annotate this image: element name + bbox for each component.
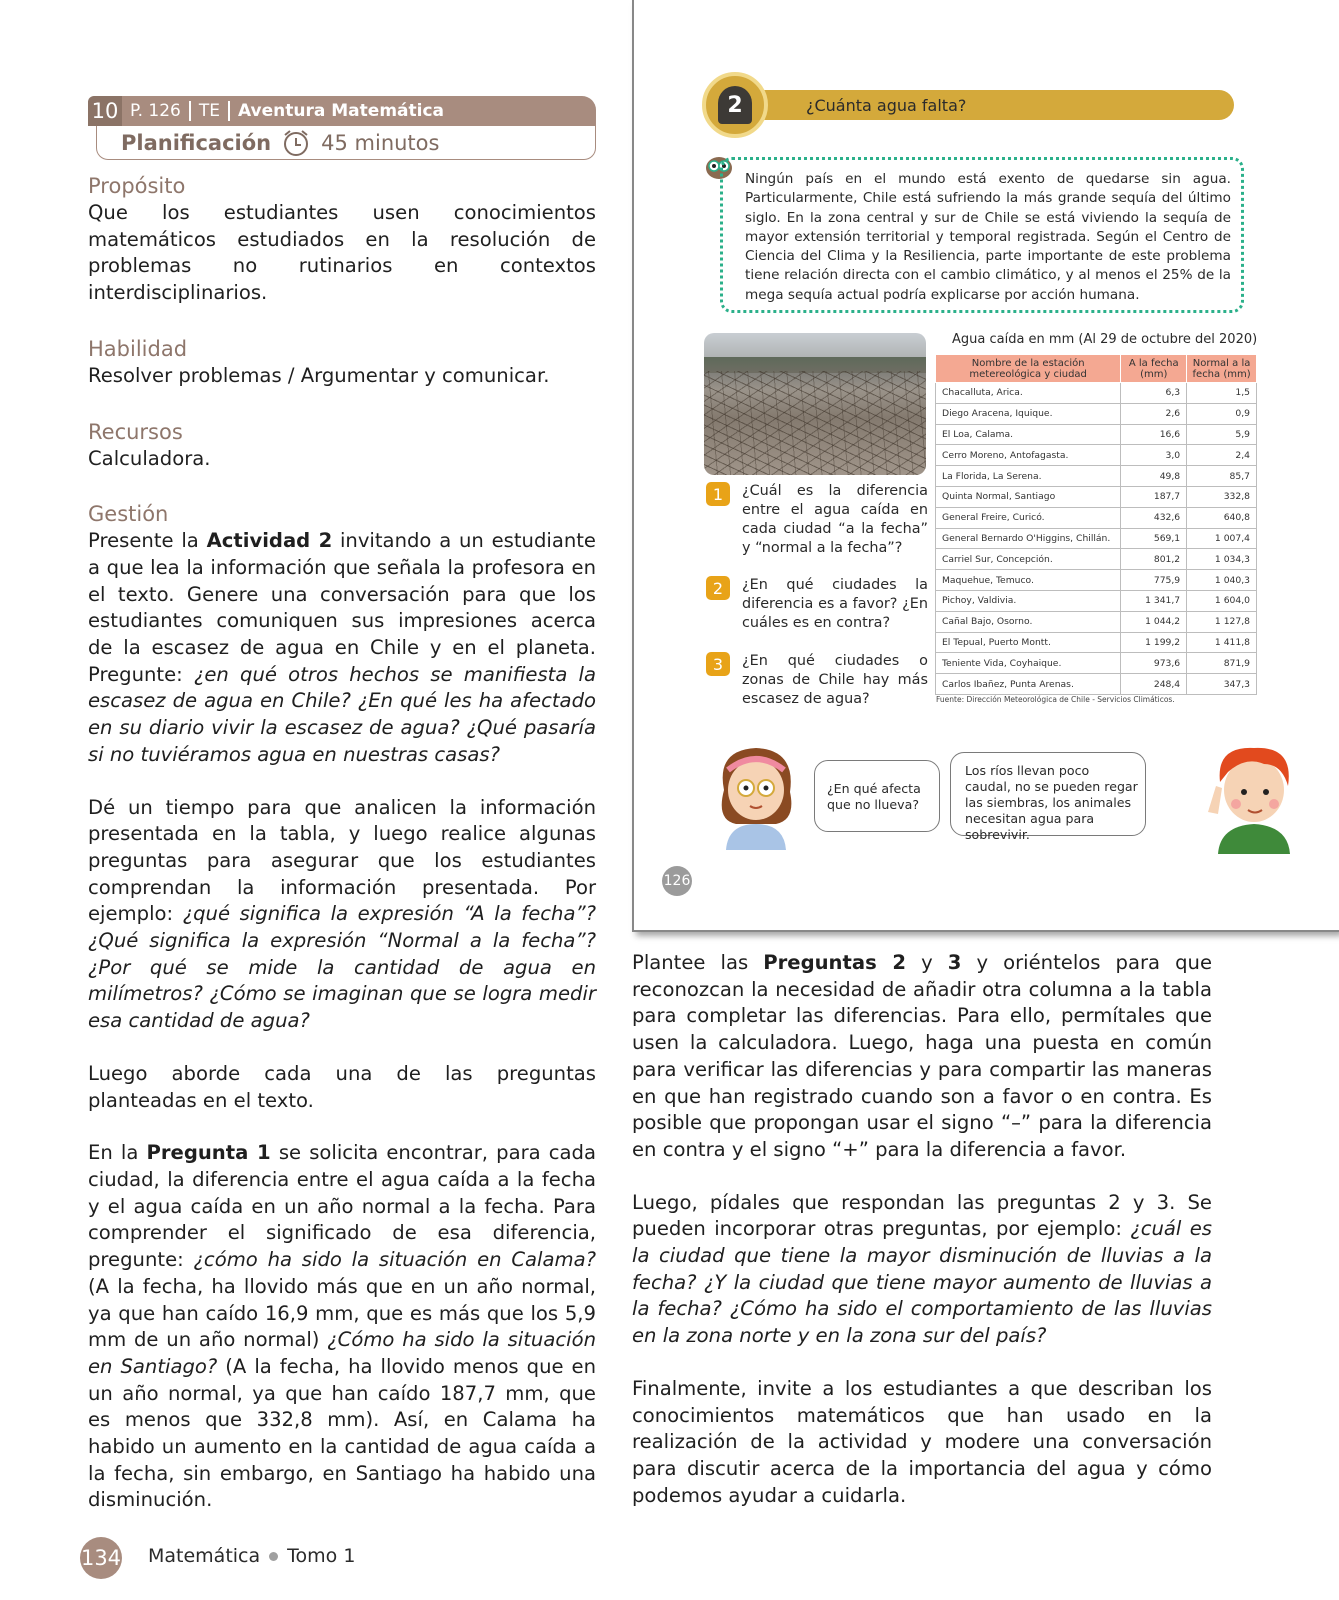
gestion-paragraph-3: Luego aborde cada una de las preguntas planteadas en el texto. <box>88 1061 596 1112</box>
column-header: Nombre de la estación metereológica y ciudad <box>936 355 1121 383</box>
station-cell: El Tepual, Puerto Montt. <box>936 632 1121 653</box>
to-date-cell: 432,6 <box>1121 507 1187 528</box>
right-paragraph-1: Plantee las Preguntas 2 y 3 y oriéntelos para que reconozcan la necesidad de añadir otra columna a la tabla para completar las diferencias. Para ello, permítales que usen la calculadora. Luego, haga una puesta en común para verificar las diferencias y para compartir las maneras en que han registrado cuando son a favor o en contra. Es posible que propongan usar el signo “–” para la diferencia en contra y el signo “+” para la diferencia a favor. <box>632 951 1212 1161</box>
station-cell: El Loa, Calama. <box>936 424 1121 445</box>
station-cell: General Bernardo O'Higgins, Chillán. <box>936 528 1121 549</box>
right-column <box>632 950 1212 1509</box>
recursos-heading: Recursos <box>88 419 183 444</box>
normal-cell: 1 127,8 <box>1187 611 1257 632</box>
girl-illustration <box>706 740 806 850</box>
to-date-cell: 1 341,7 <box>1121 590 1187 611</box>
question-3 <box>706 652 928 709</box>
normal-cell: 1 007,4 <box>1187 528 1257 549</box>
left-column <box>88 172 596 1514</box>
page-reference: P. 126 <box>122 101 191 121</box>
normal-cell: 332,8 <box>1187 486 1257 507</box>
normal-cell: 347,3 <box>1187 674 1257 695</box>
student-book-page <box>632 0 1339 932</box>
normal-cell: 1 034,3 <box>1187 549 1257 570</box>
to-date-cell: 801,2 <box>1121 549 1187 570</box>
question-text: ¿En qué ciudades la diferencia es a favor? ¿En cuáles es en contra? <box>742 577 928 631</box>
table-row <box>936 653 1257 674</box>
station-cell: Cañal Bajo, Osorno. <box>936 611 1121 632</box>
column-header: A la fecha (mm) <box>1121 355 1187 383</box>
gestion-paragraph-2: Dé un tiempo para que analicen la información presentada en la tabla, y luego realice algunas preguntas para asegurar que los estudiantes comprendan la información presentada. Por ejemplo: ¿qué significa la expresión “A la fecha”? ¿Qué significa la expresión “Normal a la fecha”? ¿Por qué se mide la cantidad de agua en milímetros? ¿Cómo se imaginan que se logra medir esa cantidad de agua? <box>88 795 597 1033</box>
lesson-number: 10 <box>88 96 122 126</box>
gestion-paragraph-4: En la Pregunta 1 se solicita encontrar, para cada ciudad, la diferencia entre el agua caída a la fecha y el agua caída en un año normal a la fecha. Para comprender el significado de esa diferencia, pregunte: ¿cómo ha sido la situación en Calama? (A la fecha, ha llovido más que en un año normal, ya que han caído 16,9 mm, que es más que los 5,9 mm de un año normal) ¿Cómo ha sido la situación en Santiago? (A la fecha, ha llovido menos que en un año normal, ya que han caído 187,7 mm, que es menos que 332,8 mm). Así, en Calama ha habido un aumento en la cantidad de agua caída a la fecha, sin embargo, en Santiago ha habido una disminución. <box>88 1141 597 1512</box>
right-paragraph-3: Finalmente, invite a los estudiantes a que describan los conocimientos matemáticos que han usado en la realización de la actividad y modere una conversación para discutir acerca de la importancia del agua y cómo podemos ayudar a cuidarla. <box>632 1376 1212 1507</box>
station-cell: Maquehue, Temuco. <box>936 570 1121 591</box>
table-row <box>936 570 1257 591</box>
table-row <box>936 486 1257 507</box>
to-date-cell: 248,4 <box>1121 674 1187 695</box>
table-row <box>936 528 1257 549</box>
gestion-paragraph-1: Presente la Actividad 2 invitando a un estudiante a que lea la información que señala la profesora en el texto. Genere una conversación para que los estudiantes comuniquen sus impresiones acerca de la escasez de agua en Chile y en el planeta. Pregunte: ¿en qué otros hechos se manifiesta la escasez de agua en Chile? ¿En qué les ha afectado en su diario vivir la escasez de agua? ¿Qué pasaría si no tuviéramos agua en nuestras casas? <box>88 529 596 766</box>
alarm-clock-icon <box>281 128 311 158</box>
normal-cell: 5,9 <box>1187 424 1257 445</box>
question-text: ¿Cuál es la diferencia entre el agua caída en cada ciudad “a la fecha” y “normal a la fecha”? <box>742 483 928 556</box>
volume-name: Tomo 1 <box>287 1545 356 1567</box>
column-header: Normal a la fecha (mm) <box>1187 355 1257 383</box>
table-row <box>936 383 1257 404</box>
activity-badge <box>702 72 768 138</box>
proposito-heading: Propósito <box>88 174 186 198</box>
gestion-heading: Gestión <box>88 502 169 527</box>
question-2 <box>706 576 928 633</box>
activity-title-bar <box>764 90 1234 120</box>
normal-cell: 85,7 <box>1187 466 1257 487</box>
table-header-row <box>936 355 1257 383</box>
table-caption: Agua caída en mm (Al 29 de octubre del 2020) <box>952 332 1258 347</box>
station-cell: Carriel Sur, Concepción. <box>936 549 1121 570</box>
to-date-cell: 49,8 <box>1121 466 1187 487</box>
page-number: 134 <box>80 1537 122 1579</box>
right-paragraph-2: Luego, pídales que respondan las preguntas 2 y 3. Se pueden incorporar otras preguntas, por ejemplo: ¿cuál es la ciudad que tiene la mayor disminución de lluvias a la fecha? ¿Y la ciudad que tiene mayor aumento de lluvias a la fecha? ¿Cómo ha sido el comportamiento de las lluvias en la zona norte y en la zona sur del país? <box>632 1190 1212 1348</box>
proposito-text: Que los estudiantes usen conocimientos matemáticos estudiados en la resolución de problemas no rutinarios en contextos interdisciplinarios. <box>88 201 596 305</box>
to-date-cell: 1 044,2 <box>1121 611 1187 632</box>
question-number: 1 <box>706 482 730 506</box>
station-cell: Chacalluta, Arica. <box>936 383 1121 404</box>
recursos-text: Calculadora. <box>88 446 211 470</box>
table-row <box>936 403 1257 424</box>
station-cell: Pichoy, Valdivia. <box>936 590 1121 611</box>
girl-speech-bubble: ¿En qué afecta que no llueva? <box>814 760 940 832</box>
planning-header <box>88 96 596 126</box>
normal-cell: 1 040,3 <box>1187 570 1257 591</box>
normal-cell: 1 411,8 <box>1187 632 1257 653</box>
question-number: 2 <box>706 576 730 600</box>
to-date-cell: 1 199,2 <box>1121 632 1187 653</box>
section-title: Aventura Matemática <box>238 101 445 121</box>
footer-label <box>148 1545 355 1567</box>
to-date-cell: 2,6 <box>1121 403 1187 424</box>
to-date-cell: 775,9 <box>1121 570 1187 591</box>
to-date-cell: 3,0 <box>1121 445 1187 466</box>
rainfall-table <box>935 354 1257 695</box>
boy-illustration <box>1202 742 1302 854</box>
station-cell: Quinta Normal, Santiago <box>936 486 1121 507</box>
te-label: TE <box>191 101 230 121</box>
habilidad-heading: Habilidad <box>88 336 188 361</box>
question-number: 3 <box>706 652 730 676</box>
normal-cell: 871,9 <box>1187 653 1257 674</box>
table-row <box>936 632 1257 653</box>
to-date-cell: 6,3 <box>1121 383 1187 404</box>
drought-photo <box>704 333 926 475</box>
bullet-dot <box>269 1552 278 1561</box>
table-row <box>936 549 1257 570</box>
activity-number: 2 <box>718 86 752 124</box>
book-page-number: 126 <box>662 866 692 896</box>
station-cell: Diego Aracena, Iquique. <box>936 403 1121 424</box>
normal-cell: 2,4 <box>1187 445 1257 466</box>
table-source: Fuente: Dirección Meteorológica de Chile - Servicios Climáticos. <box>936 695 1175 704</box>
normal-cell: 0,9 <box>1187 403 1257 424</box>
to-date-cell: 569,1 <box>1121 528 1187 549</box>
station-cell: Cerro Moreno, Antofagasta. <box>936 445 1121 466</box>
table-row <box>936 590 1257 611</box>
normal-cell: 1 604,0 <box>1187 590 1257 611</box>
station-cell: General Freire, Curicó. <box>936 507 1121 528</box>
station-cell: La Florida, La Serena. <box>936 466 1121 487</box>
station-cell: Carlos Ibañez, Punta Arenas. <box>936 674 1121 695</box>
normal-cell: 1,5 <box>1187 383 1257 404</box>
table-row <box>936 445 1257 466</box>
planning-bar <box>96 126 596 160</box>
to-date-cell: 16,6 <box>1121 424 1187 445</box>
boy-speech-bubble: Los ríos llevan poco caudal, no se pueden regar las siembras, los animales necesitan agua para sobrevivir. <box>950 752 1146 836</box>
question-text: ¿En qué ciudades o zonas de Chile hay más escasez de agua? <box>742 653 928 707</box>
normal-cell: 640,8 <box>1187 507 1257 528</box>
activity-title: ¿Cuánta agua falta? <box>806 95 967 115</box>
subject-name: Matemática <box>148 1545 261 1567</box>
table-row <box>936 674 1257 695</box>
planning-duration: 45 minutos <box>321 130 440 155</box>
table-row <box>936 507 1257 528</box>
table-row <box>936 611 1257 632</box>
info-box: Ningún país en el mundo está exento de quedarse sin agua. Particularmente, Chile está sufriendo la más grande sequía del último siglo. En la zona central y sur de Chile se está viviendo la sequía de mayor extensión territorial y temporal registrada. Según el Centro de Ciencia del Clima y la Resiliencia, parte importante de este problema tiene relación directa con el cambio climático, y al menos el 25% de la mega sequía actual podría explicarse por acción humana. <box>720 157 1244 313</box>
to-date-cell: 187,7 <box>1121 486 1187 507</box>
table-row <box>936 466 1257 487</box>
table-row <box>936 424 1257 445</box>
station-cell: Teniente Vida, Coyhaique. <box>936 653 1121 674</box>
question-1 <box>706 482 928 558</box>
to-date-cell: 973,6 <box>1121 653 1187 674</box>
habilidad-text: Resolver problemas / Argumentar y comunicar. <box>88 363 550 387</box>
planning-title: Planificación <box>121 130 272 155</box>
